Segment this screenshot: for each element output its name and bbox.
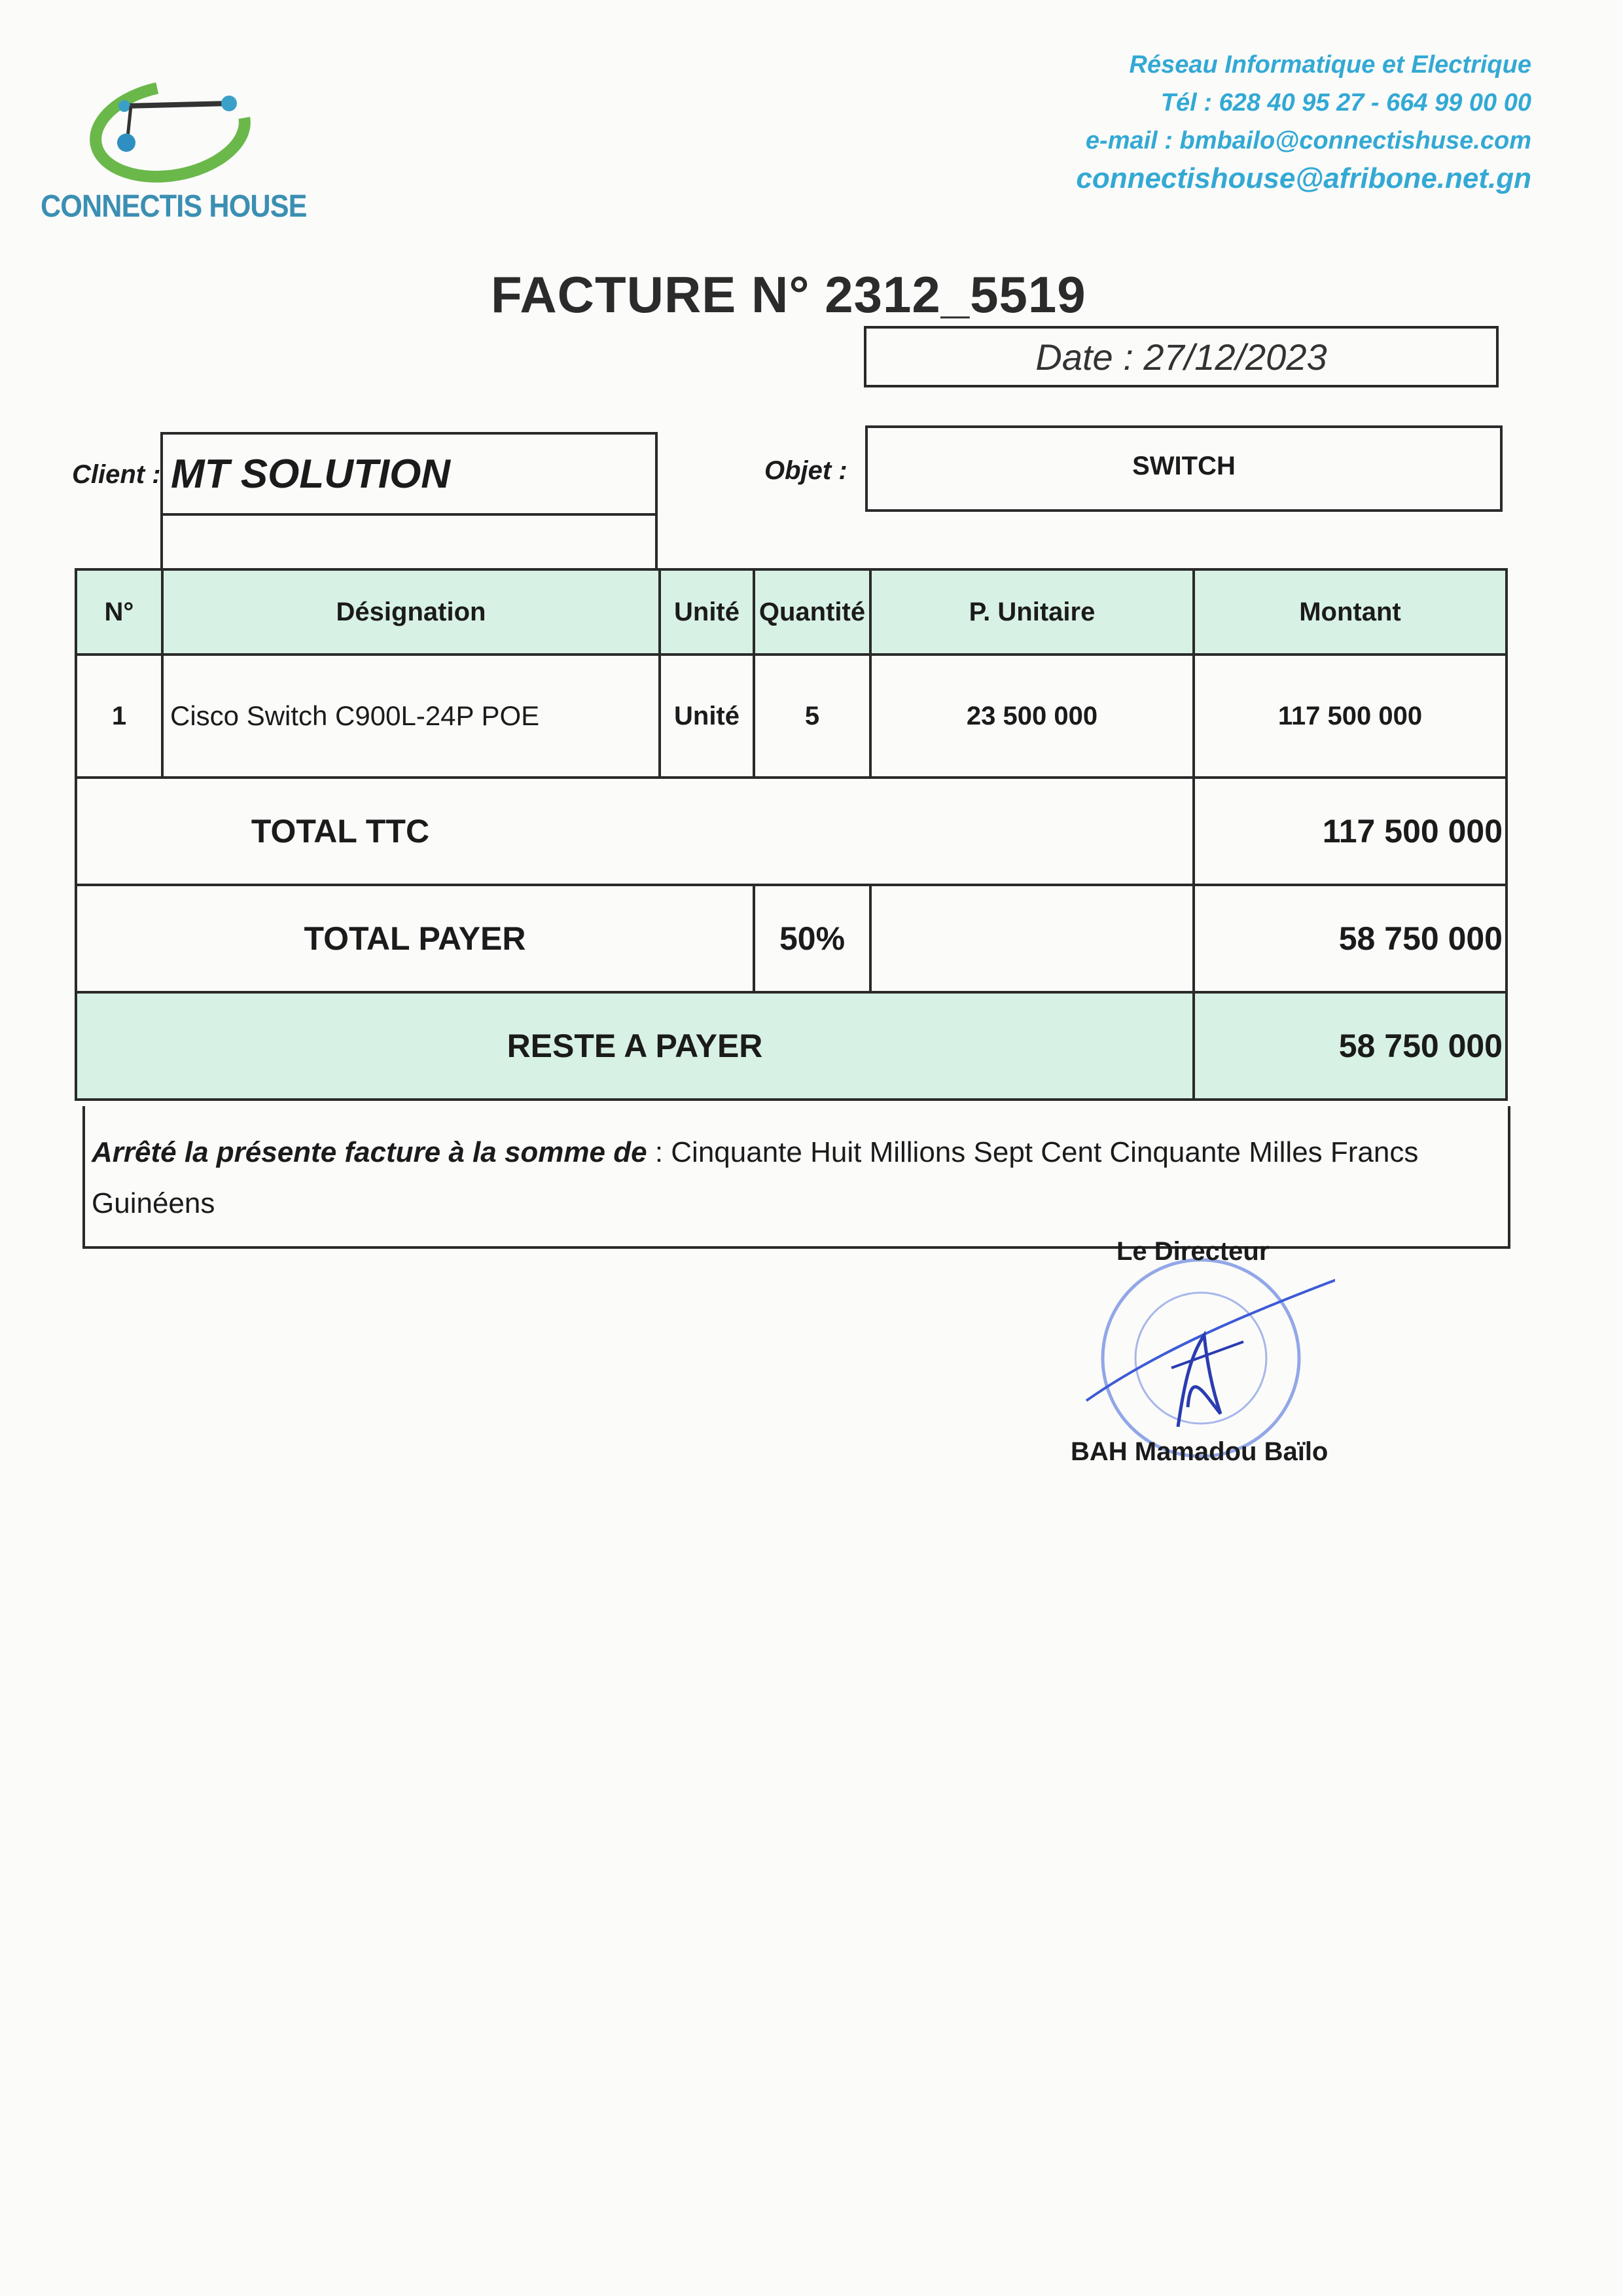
- total-ttc-row: [76, 778, 1507, 885]
- header-num: N°: [76, 569, 162, 655]
- total-paid-label: TOTAL PAYER: [76, 885, 754, 992]
- total-paid-empty: [870, 885, 1194, 992]
- object-label: Objet :: [764, 456, 847, 485]
- total-paid-row: [76, 885, 1507, 992]
- client-name: MT SOLUTION: [160, 432, 658, 516]
- row-amount: 117 500 000: [1194, 655, 1507, 778]
- object-value: SWITCH: [865, 425, 1503, 512]
- company-phone: Tél : 628 40 95 27 - 664 99 00 00: [1160, 89, 1531, 117]
- row-num: 1: [76, 655, 162, 778]
- invoice-date: Date : 27/12/2023: [864, 326, 1499, 387]
- company-email-2: connectishouse@afribone.net.gn: [1076, 162, 1531, 194]
- row-unit: Unité: [660, 655, 754, 778]
- table-row: [76, 655, 1507, 778]
- row-quantity: 5: [754, 655, 870, 778]
- remaining-value: 58 750 000: [1194, 992, 1507, 1100]
- header-unit-price: P. Unitaire: [870, 569, 1194, 655]
- company-email: e-mail : bmbailo@connectishuse.com: [1085, 127, 1531, 154]
- header-unit: Unité: [660, 569, 754, 655]
- remaining-label: RESTE A PAYER: [76, 992, 1194, 1100]
- total-paid-percent: 50%: [754, 885, 870, 992]
- amount-in-words: [82, 1106, 1510, 1249]
- amount-words-text: Cinquante Huit Millions Sept Cent Cinquante Milles Francs Guinéens: [92, 1136, 1419, 1219]
- amount-words-lead: Arrêté la présente facture à la somme de: [92, 1136, 647, 1168]
- client-label: Client :: [72, 460, 161, 489]
- amount-words-colon: :: [647, 1136, 671, 1168]
- director-name: BAH Mamadou Baïlo: [1071, 1437, 1329, 1466]
- total-ttc-value: 117 500 000: [1194, 778, 1507, 885]
- invoice-table: [75, 568, 1508, 1101]
- invoice-table-wrap: [75, 568, 1505, 1101]
- header-quantity: Quantité: [754, 569, 870, 655]
- company-contact: [1076, 46, 1531, 198]
- table-header-row: [76, 569, 1507, 655]
- total-ttc-label: TOTAL TTC: [76, 778, 1194, 885]
- header-amount: Montant: [1194, 569, 1507, 655]
- row-unit-price: 23 500 000: [870, 655, 1194, 778]
- company-tagline: Réseau Informatique et Electrique: [1129, 51, 1531, 79]
- director-title: Le Directeur: [1116, 1237, 1270, 1266]
- row-designation: Cisco Switch C900L-24P POE: [162, 655, 660, 778]
- remaining-row: [76, 992, 1507, 1100]
- invoice-title: FACTURE N° 2312_5519: [491, 266, 1086, 323]
- logo-text: CONNECTIS HOUSE: [41, 189, 307, 224]
- total-paid-value: 58 750 000: [1194, 885, 1507, 992]
- header-designation: Désignation: [162, 569, 660, 655]
